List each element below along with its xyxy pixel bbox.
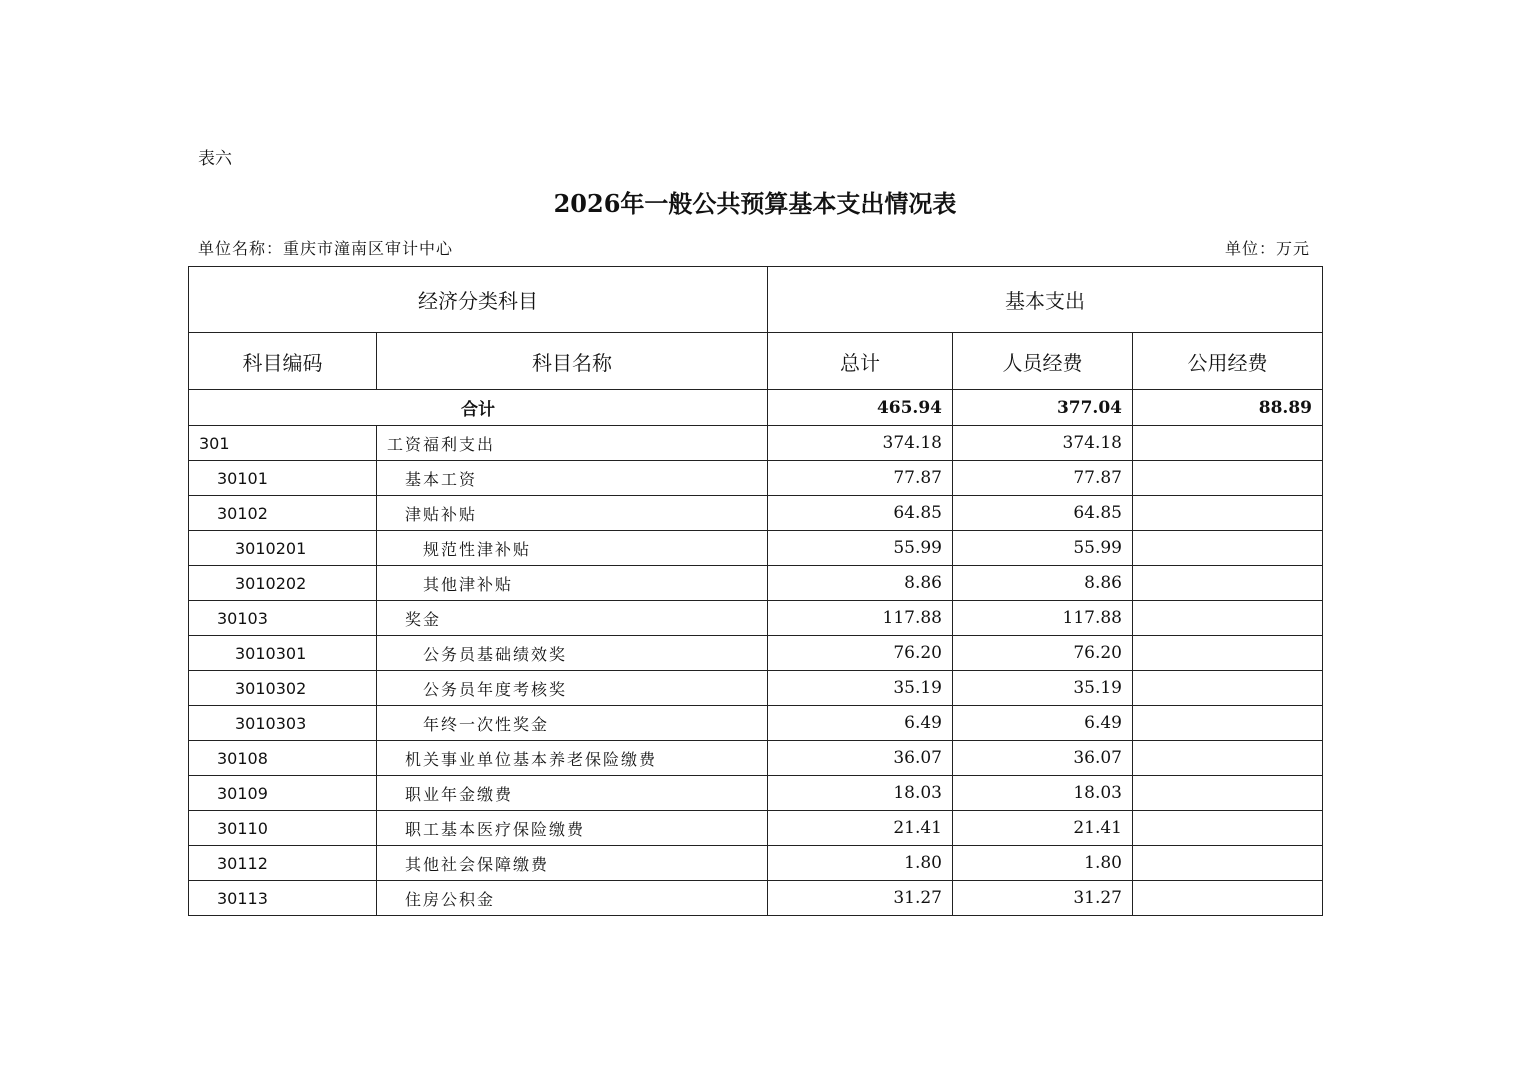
row-total: 76.20 (768, 636, 953, 671)
table-row (189, 846, 1323, 881)
row-total: 55.99 (768, 531, 953, 566)
row-public (1133, 601, 1323, 636)
row-code: 301 (189, 426, 377, 461)
header-public: 公用经费 (1133, 333, 1323, 390)
row-personnel: 77.87 (953, 461, 1133, 496)
header-total: 总计 (768, 333, 953, 390)
row-personnel: 76.20 (953, 636, 1133, 671)
row-personnel: 64.85 (953, 496, 1133, 531)
row-public (1133, 531, 1323, 566)
row-code: 30112 (189, 846, 377, 881)
row-personnel: 35.19 (953, 671, 1133, 706)
row-public (1133, 636, 1323, 671)
table-row (189, 741, 1323, 776)
table-row (189, 706, 1323, 741)
row-personnel: 18.03 (953, 776, 1133, 811)
header-personnel: 人员经费 (953, 333, 1133, 390)
row-total: 36.07 (768, 741, 953, 776)
row-name: 公务员基础绩效奖 (377, 636, 768, 671)
table-row (189, 881, 1323, 916)
row-code: 30108 (189, 741, 377, 776)
row-name: 其他津补贴 (377, 566, 768, 601)
row-public (1133, 741, 1323, 776)
row-public (1133, 566, 1323, 601)
table-row (189, 601, 1323, 636)
row-name: 规范性津补贴 (377, 531, 768, 566)
row-total: 18.03 (768, 776, 953, 811)
table-row (189, 636, 1323, 671)
row-total: 64.85 (768, 496, 953, 531)
row-total: 31.27 (768, 881, 953, 916)
total-public: 88.89 (1133, 390, 1323, 426)
row-total: 117.88 (768, 601, 953, 636)
row-total: 35.19 (768, 671, 953, 706)
row-name: 津贴补贴 (377, 496, 768, 531)
total-row (189, 390, 1323, 426)
row-name: 基本工资 (377, 461, 768, 496)
unit-label: 单位：万元 (1224, 239, 1310, 258)
row-personnel: 31.27 (953, 881, 1133, 916)
table-row (189, 461, 1323, 496)
row-code: 3010202 (189, 566, 377, 601)
row-name: 工资福利支出 (377, 426, 768, 461)
row-name: 奖金 (377, 601, 768, 636)
row-public (1133, 671, 1323, 706)
row-code: 3010301 (189, 636, 377, 671)
row-name: 职业年金缴费 (377, 776, 768, 811)
row-personnel: 55.99 (953, 531, 1133, 566)
table-row (189, 426, 1323, 461)
row-code: 30103 (189, 601, 377, 636)
row-personnel: 1.80 (953, 846, 1133, 881)
table-label: 表六 (198, 149, 232, 169)
row-personnel: 36.07 (953, 741, 1133, 776)
row-public (1133, 426, 1323, 461)
table-row (189, 671, 1323, 706)
row-personnel: 21.41 (953, 811, 1133, 846)
row-code: 30109 (189, 776, 377, 811)
row-personnel: 117.88 (953, 601, 1133, 636)
total-total: 465.94 (768, 390, 953, 426)
row-total: 21.41 (768, 811, 953, 846)
row-public (1133, 846, 1323, 881)
table-row (189, 496, 1323, 531)
unit-name: 单位名称：重庆市潼南区审计中心 (198, 239, 454, 258)
row-code: 3010303 (189, 706, 377, 741)
row-code: 30110 (189, 811, 377, 846)
row-name: 其他社会保障缴费 (377, 846, 768, 881)
row-personnel: 6.49 (953, 706, 1133, 741)
row-total: 6.49 (768, 706, 953, 741)
table-row (189, 811, 1323, 846)
row-name: 公务员年度考核奖 (377, 671, 768, 706)
header-code: 科目编码 (189, 333, 377, 390)
row-total: 374.18 (768, 426, 953, 461)
row-name: 年终一次性奖金 (377, 706, 768, 741)
table-row (189, 531, 1323, 566)
row-public (1133, 881, 1323, 916)
row-total: 1.80 (768, 846, 953, 881)
header-row-2 (189, 333, 1323, 390)
row-public (1133, 496, 1323, 531)
page-title: 2026年一般公共预算基本支出情况表 (553, 189, 957, 218)
row-public (1133, 706, 1323, 741)
row-code: 3010302 (189, 671, 377, 706)
row-code: 30102 (189, 496, 377, 531)
total-label: 合计 (189, 390, 768, 426)
row-public (1133, 776, 1323, 811)
row-name: 职工基本医疗保险缴费 (377, 811, 768, 846)
row-public (1133, 461, 1323, 496)
row-total: 8.86 (768, 566, 953, 601)
header-basic-expenditure: 基本支出 (768, 267, 1323, 333)
total-personnel: 377.04 (953, 390, 1133, 426)
row-personnel: 8.86 (953, 566, 1133, 601)
row-personnel: 374.18 (953, 426, 1133, 461)
row-name: 住房公积金 (377, 881, 768, 916)
budget-table (188, 266, 1323, 916)
table-row (189, 566, 1323, 601)
row-code: 30101 (189, 461, 377, 496)
row-code: 30113 (189, 881, 377, 916)
header-row-1 (189, 267, 1323, 333)
row-public (1133, 811, 1323, 846)
row-code: 3010201 (189, 531, 377, 566)
header-economic-category: 经济分类科目 (189, 267, 768, 333)
header-name: 科目名称 (377, 333, 768, 390)
table-row (189, 776, 1323, 811)
row-name: 机关事业单位基本养老保险缴费 (377, 741, 768, 776)
row-total: 77.87 (768, 461, 953, 496)
